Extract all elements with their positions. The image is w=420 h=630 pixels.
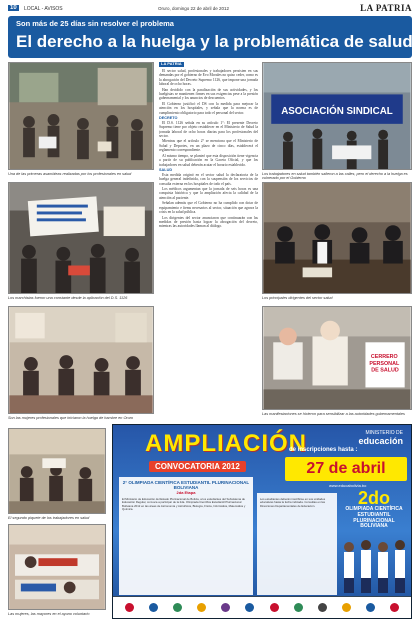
headline-box (8, 16, 412, 58)
article-paragraph: Señalan además que el Gobierno no ha cumplido con dotar de equipamiento e ítems necesarios al sector, situación que agrava la crisis en la salud pública. (159, 201, 258, 215)
sponsor-logo-icon (197, 603, 206, 612)
ad-info-text: Los estudiantes deberán inscribirse en sus unidades educativas hasta la fecha indicada. Consultas en las Direcciones Departamentales de Educación. (260, 497, 326, 508)
sponsor-logo-icon (342, 603, 351, 612)
ad-olympiad-number: 2do (357, 488, 390, 508)
photo-picket-image (9, 429, 105, 513)
photo-hunger-strike (8, 306, 154, 414)
photo-caption: Los trabajadores en salud también salieron a las calles, pero el derecho a la huelga es vulnerado por el Gobierno (262, 172, 408, 181)
protest-sign-text: CERRERO PERSONAL DE SALUD (369, 354, 400, 374)
article-headline: El derecho a la huelga y la problemática de salud (16, 32, 413, 51)
page-header (8, 4, 412, 16)
photo-hunger-strike-image (9, 307, 153, 413)
sponsor-logo-icon (294, 603, 303, 612)
article-paragraph: Han decidido con la paralización de sus actividades, y los huelgistas se mantienen firmes en sus exigencias pese a la presión gubernamental y los anuncios de descuentos. (159, 87, 258, 101)
masthead-logo: LA PATRIA (360, 3, 412, 13)
page-number: 10 (10, 5, 17, 11)
sponsor-logo-icon (125, 603, 134, 612)
article-paragraph: Esta medida originó en el sector salud la declaratoria de la huelga general indefinida, con la suspensión de los servicios de consulta externa en los hospitales de todo el país. (159, 172, 258, 186)
article-paragraph: El sector salud, profesionales y trabajadores persisten en sus demandas por el gobierno de Evo Morales no quiso ceder, como es la abrogación del Decreto Supremo 1126, que impone una jornada laboral de ocho horas. (159, 68, 258, 87)
photo-protesters (8, 182, 154, 294)
article-paragraph: Mientras que el artículo 2° se menciona que el Ministerio de Salud y Deportes, en un plazo de cinco días, establecerá el reglamento correspondiente. (159, 139, 258, 153)
photo-leaders-image (263, 183, 411, 293)
photo-assembly-image (9, 63, 153, 169)
article-paragraph: Al mismo tiempo, se planteó que esta disposición tiene vigencia a partir de su publicación en la Gaceta Oficial, y que los trabajadores en salud deberán acatar el horario establecido. (159, 153, 258, 167)
ad-olympiad-subtitle: 2da Etapa (176, 489, 196, 495)
ad-convocatoria: CONVOCATORIA 2012 (149, 461, 246, 472)
photo-protesters-image (9, 183, 153, 293)
sponsor-logo-icon (245, 603, 254, 612)
sponsor-logo-icon (173, 603, 182, 612)
article-paragraph: Los médicos argumentan que la jornada de seis horas es una conquista histórica y que la ampliación afecta la calidad de la atención al paciente. (159, 186, 258, 200)
article-subhead: DECRETO (159, 116, 178, 121)
dateline: Oruro, domingo 22 de abril de 2012 (158, 6, 230, 11)
ad-deadline-date: 27 de abril (285, 457, 407, 481)
ad-olympiad-title: 2° OLIMPIADA CIENTÍFICA ESTUDIANTIL PLURINACIONAL BOLIVIANA (122, 480, 250, 491)
photo-picket (8, 428, 106, 514)
photo-assembly (8, 62, 154, 170)
photo-street-march (262, 62, 412, 170)
ad-info-panel (257, 493, 337, 595)
ad-title: AMPLIACIÓN (145, 430, 307, 457)
article-body (159, 62, 258, 406)
sponsor-logo-icon (149, 603, 158, 612)
photo-demonstration (262, 306, 412, 410)
sponsor-logo-icon (366, 603, 375, 612)
photo-caption: Los marchistas fueron una constante desde la aplicación del D.S. 1126 (8, 296, 128, 300)
photo-fasting (8, 524, 106, 610)
ad-website: www.educabolivia.bo (329, 483, 367, 488)
article-kicker: Son más de 25 días sin resolver el problema (16, 19, 174, 28)
photo-caption: Las manifestaciones se hicieron para sensibilizar a las autoridades gubernamentales (262, 412, 405, 416)
photo-caption: Los principales dirigentes del sector salud (262, 296, 333, 300)
ad-deadline-label: de inscripciones hasta : (289, 447, 358, 453)
banner-text: ASOCIACIÓN SINDICAL (281, 106, 393, 118)
photo-caption: Una de las primeras asambleas realizadas por los profesionales en salud (8, 172, 132, 176)
photo-demonstration-image (263, 307, 411, 409)
photo-caption: El segundo piquete de los trabajadores en salud (8, 516, 90, 520)
ad-ministry-logo: educación (358, 436, 403, 446)
article-paragraph: Los dirigentes del sector anunciaron que continuarán con las medidas de presión hasta lograr la abrogación del decreto, mientras las autoridades llaman al diálogo. (159, 215, 258, 229)
ad-convocatoria-panel (119, 477, 253, 595)
sponsor-logo-icon (221, 603, 230, 612)
photo-street-march-image (263, 63, 411, 169)
education-ad (112, 424, 412, 619)
sponsor-logo-icon (390, 603, 399, 612)
photo-fasting-image (9, 525, 105, 609)
section-label: LOCAL - AVISOS (24, 6, 63, 12)
article-subhead: SALUD (159, 168, 173, 173)
article-byline: LA PATRIA (161, 62, 182, 66)
photo-caption: Las mujeres, las mayores en el ayuno voluntario (8, 612, 90, 616)
ad-fine-print: El Ministerio de Educación del Estado Plurinacional de Bolivia, a los estudiantes del Subsistema de Educación Regular, convoca a participar de la 2da. Olimpiada Científica Estudiantil Plurinacional Boliviana 2012 en las áreas de Astronomía y Astrofísica, Biología, Física, Informática, Matemática y Química. (122, 496, 246, 512)
ad-students-image (339, 535, 409, 595)
sponsor-logo-icon (270, 603, 279, 612)
photo-leaders (262, 182, 412, 294)
ad-olympiad-big-title: OLIMPIADA CIENTÍFICA ESTUDIANTIL PLURINACIONAL BOLIVIANA (345, 506, 403, 530)
sponsor-logo-icon (318, 603, 327, 612)
photo-caption: Son las mujeres profesionales que iniciaron la huelga de hambre en Oruro (8, 416, 134, 420)
article-paragraph: El D.S. 1126 señala en su artículo 1°: El presente Decreto Supremo tiene por objeto restablecer en el Ministerio de Salud la jornada laboral de ocho horas diarias para los profesionales del sector. (159, 120, 258, 139)
ad-sponsor-logos (113, 596, 411, 618)
ad-olympiad-logo (339, 489, 409, 533)
article-paragraph: El Gobierno justificó el DS con la medida para mejorar la atención en los hospitales, y señala que la norma es de cumplimiento obligatorio para todo el personal del sector. (159, 101, 258, 115)
ad-ministry-label: MINISTERIO DE (365, 430, 403, 436)
